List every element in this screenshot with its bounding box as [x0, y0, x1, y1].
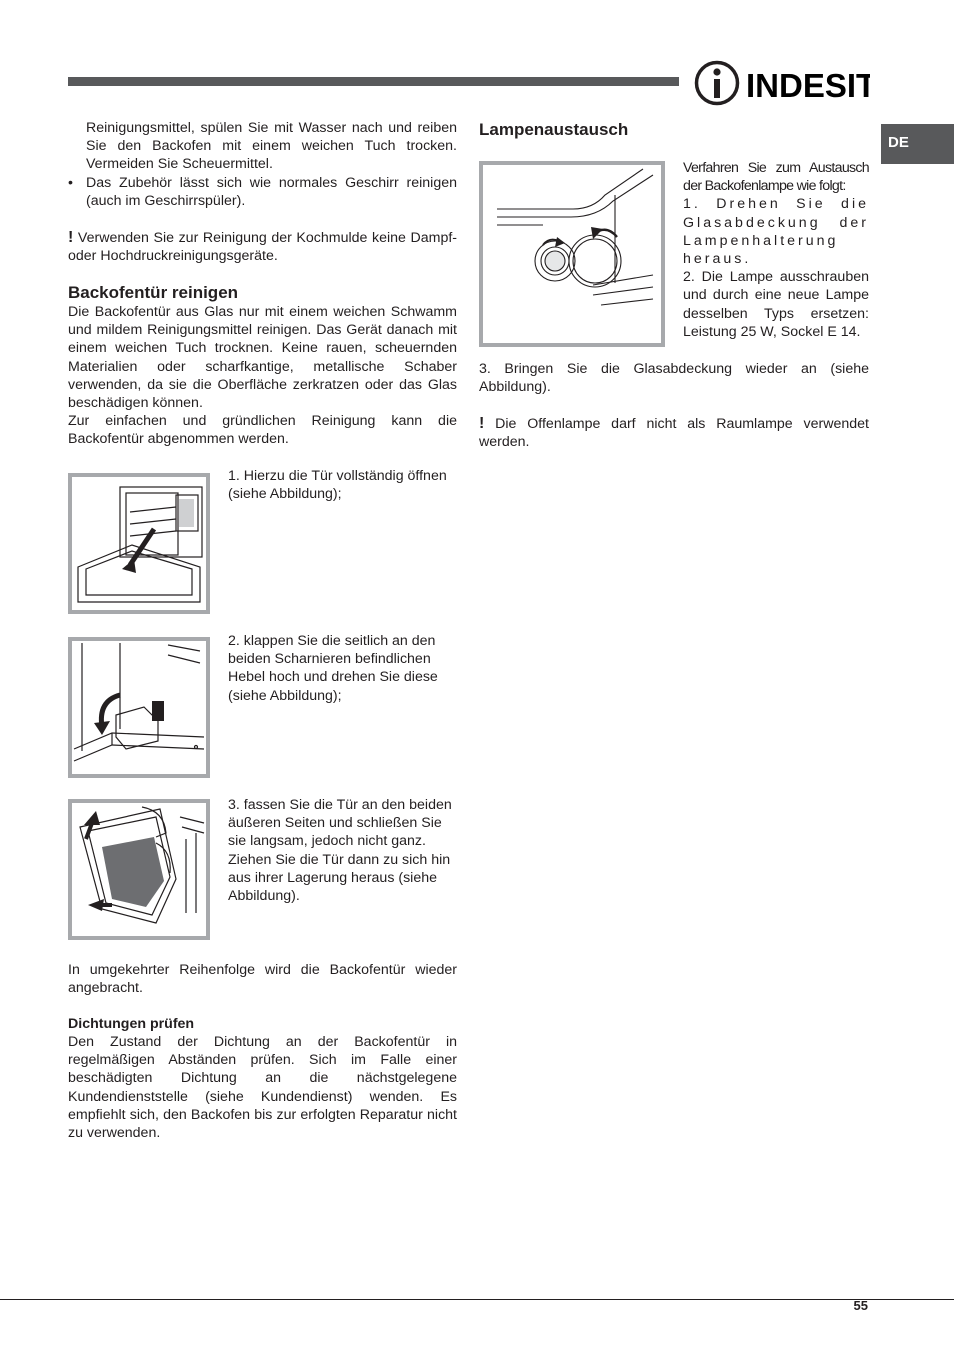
rotate-arrow-icon: [555, 237, 565, 247]
intro-continuation: [68, 119, 457, 210]
lamp-intro: Verfahren Sie zum Austausch der Backofenlampe wie folgt:: [683, 160, 869, 195]
lamp-heading: Lampenaustausch: [479, 120, 629, 139]
warning-mark: !: [479, 415, 485, 432]
lamp-instructions: [683, 159, 869, 341]
lamp-step-2: 2. Die Lampe ausschrauben und durch eine neue Lampe desselben Typs ersetzen: Leistung 25 W, Sockel E 14.: [683, 269, 869, 340]
door-section: [68, 283, 457, 449]
arrow-icon: [122, 559, 136, 573]
bullet-mark: •: [68, 174, 73, 191]
footer-rule: [0, 1299, 954, 1300]
lamp-step-3: 3. Bringen Sie die Glasabdeckung wieder an (siehe Abbildung).: [479, 361, 869, 396]
oven-light-panel: [179, 499, 194, 527]
list-item: [68, 174, 457, 210]
lamp-warning-block: [479, 415, 869, 451]
page-number: 55: [853, 1298, 868, 1313]
figure-door-open: [68, 473, 210, 614]
intro-text: Reinigungsmittel, spülen Sie mit Wasser nach und reiben Sie den Backofen mit einem weichen Tuch trocken. Vermeiden Sie Scheuermittel.: [86, 120, 457, 173]
figure-lamp: [479, 161, 665, 347]
step-3: [228, 796, 457, 905]
door-glass: [102, 837, 164, 907]
seal-heading: Dichtungen prüfen: [68, 1016, 195, 1032]
door-paragraph-1: Die Backofentür aus Glas nur mit einem weichen Schwamm und mildem Reinigungsmittel reinigen. Das Gerät danach mit einem weichen Tuch trocknen. Keine rauen, scheuernden Materialien oder scharfkantige, metallische Schaber verwenden, da sie die Oberfläche zerkratzen oder das Glas beschädigen können.: [68, 304, 457, 412]
seal-text: Den Zustand der Dichtung an der Backofentür in regelmäßigen Abständen prüfen. Sich im Falle einer beschädigten Dichtung an die nächstgelegene Kundendienststelle (siehe Kundendienst) wenden. Es empfiehlt sich, den Backofen bis zur erfolgten Reparatur nicht zu verwenden.: [68, 1034, 457, 1142]
header-bar: [68, 77, 679, 86]
seal-section: [68, 1015, 457, 1142]
logo-i-dot: [713, 68, 720, 75]
cleaning-warning: [68, 229, 457, 265]
lamp-step-3-block: [479, 360, 869, 396]
unscrew-arrow-icon: [591, 227, 603, 239]
step-text: 1. Hierzu die Tür vollständig öffnen (siehe Abbildung);: [228, 468, 447, 503]
lamp-section-heading: [479, 120, 869, 140]
warning-mark: !: [68, 229, 74, 246]
step-text: 2. klappen Sie die seitlich an den beiden Scharnieren befindlichen Hebel hoch und drehen Sie diese (siehe Abbildung);: [228, 633, 438, 704]
step-text: 3. fassen Sie die Tür an den beiden äußeren Seiten und schließen Sie sie langsam, jedoch nicht ganz. Ziehen Sie die Tür dann zu sich hin aus ihrer Lagerung heraus (siehe Abbildung).: [228, 797, 452, 905]
reassembly-note: [68, 961, 457, 997]
logo-wordmark: INDESIT: [746, 67, 870, 104]
step-2: [228, 632, 457, 705]
figure-hinge-lever: [68, 637, 210, 778]
logo-i-stem: [714, 79, 720, 98]
step-1: [228, 467, 457, 503]
indesit-logo: [694, 60, 870, 106]
warning-text: Verwenden Sie zur Reinigung der Kochmulde keine Dampf- oder Hochdruckreinigungsgeräte.: [68, 230, 457, 265]
door-paragraph-2: Zur einfachen und gründlichen Reinigung kann die Backofentür abgenommen werden.: [68, 413, 457, 448]
language-tab: DE: [881, 124, 954, 164]
lamp-warning: Die Offenlampe darf nicht als Raumlampe verwendet werden.: [479, 416, 869, 451]
up-arrow-icon: [84, 811, 100, 825]
lamp-step-1: 1. Drehen Sie die Glasabdeckung der Lampenhalterung heraus.: [683, 196, 869, 268]
door-heading: Backofentür reinigen: [68, 283, 239, 302]
reverse-text: In umgekehrter Reihenfolge wird die Backofentür wieder angebracht.: [68, 962, 457, 997]
hinge-block: [152, 701, 164, 721]
bullet-text: Das Zubehör lässt sich wie normales Geschirr reinigen (auch im Geschirrspüler).: [86, 174, 457, 209]
figure-door-removal: [68, 799, 210, 940]
rotate-arrow-icon: [94, 721, 110, 735]
